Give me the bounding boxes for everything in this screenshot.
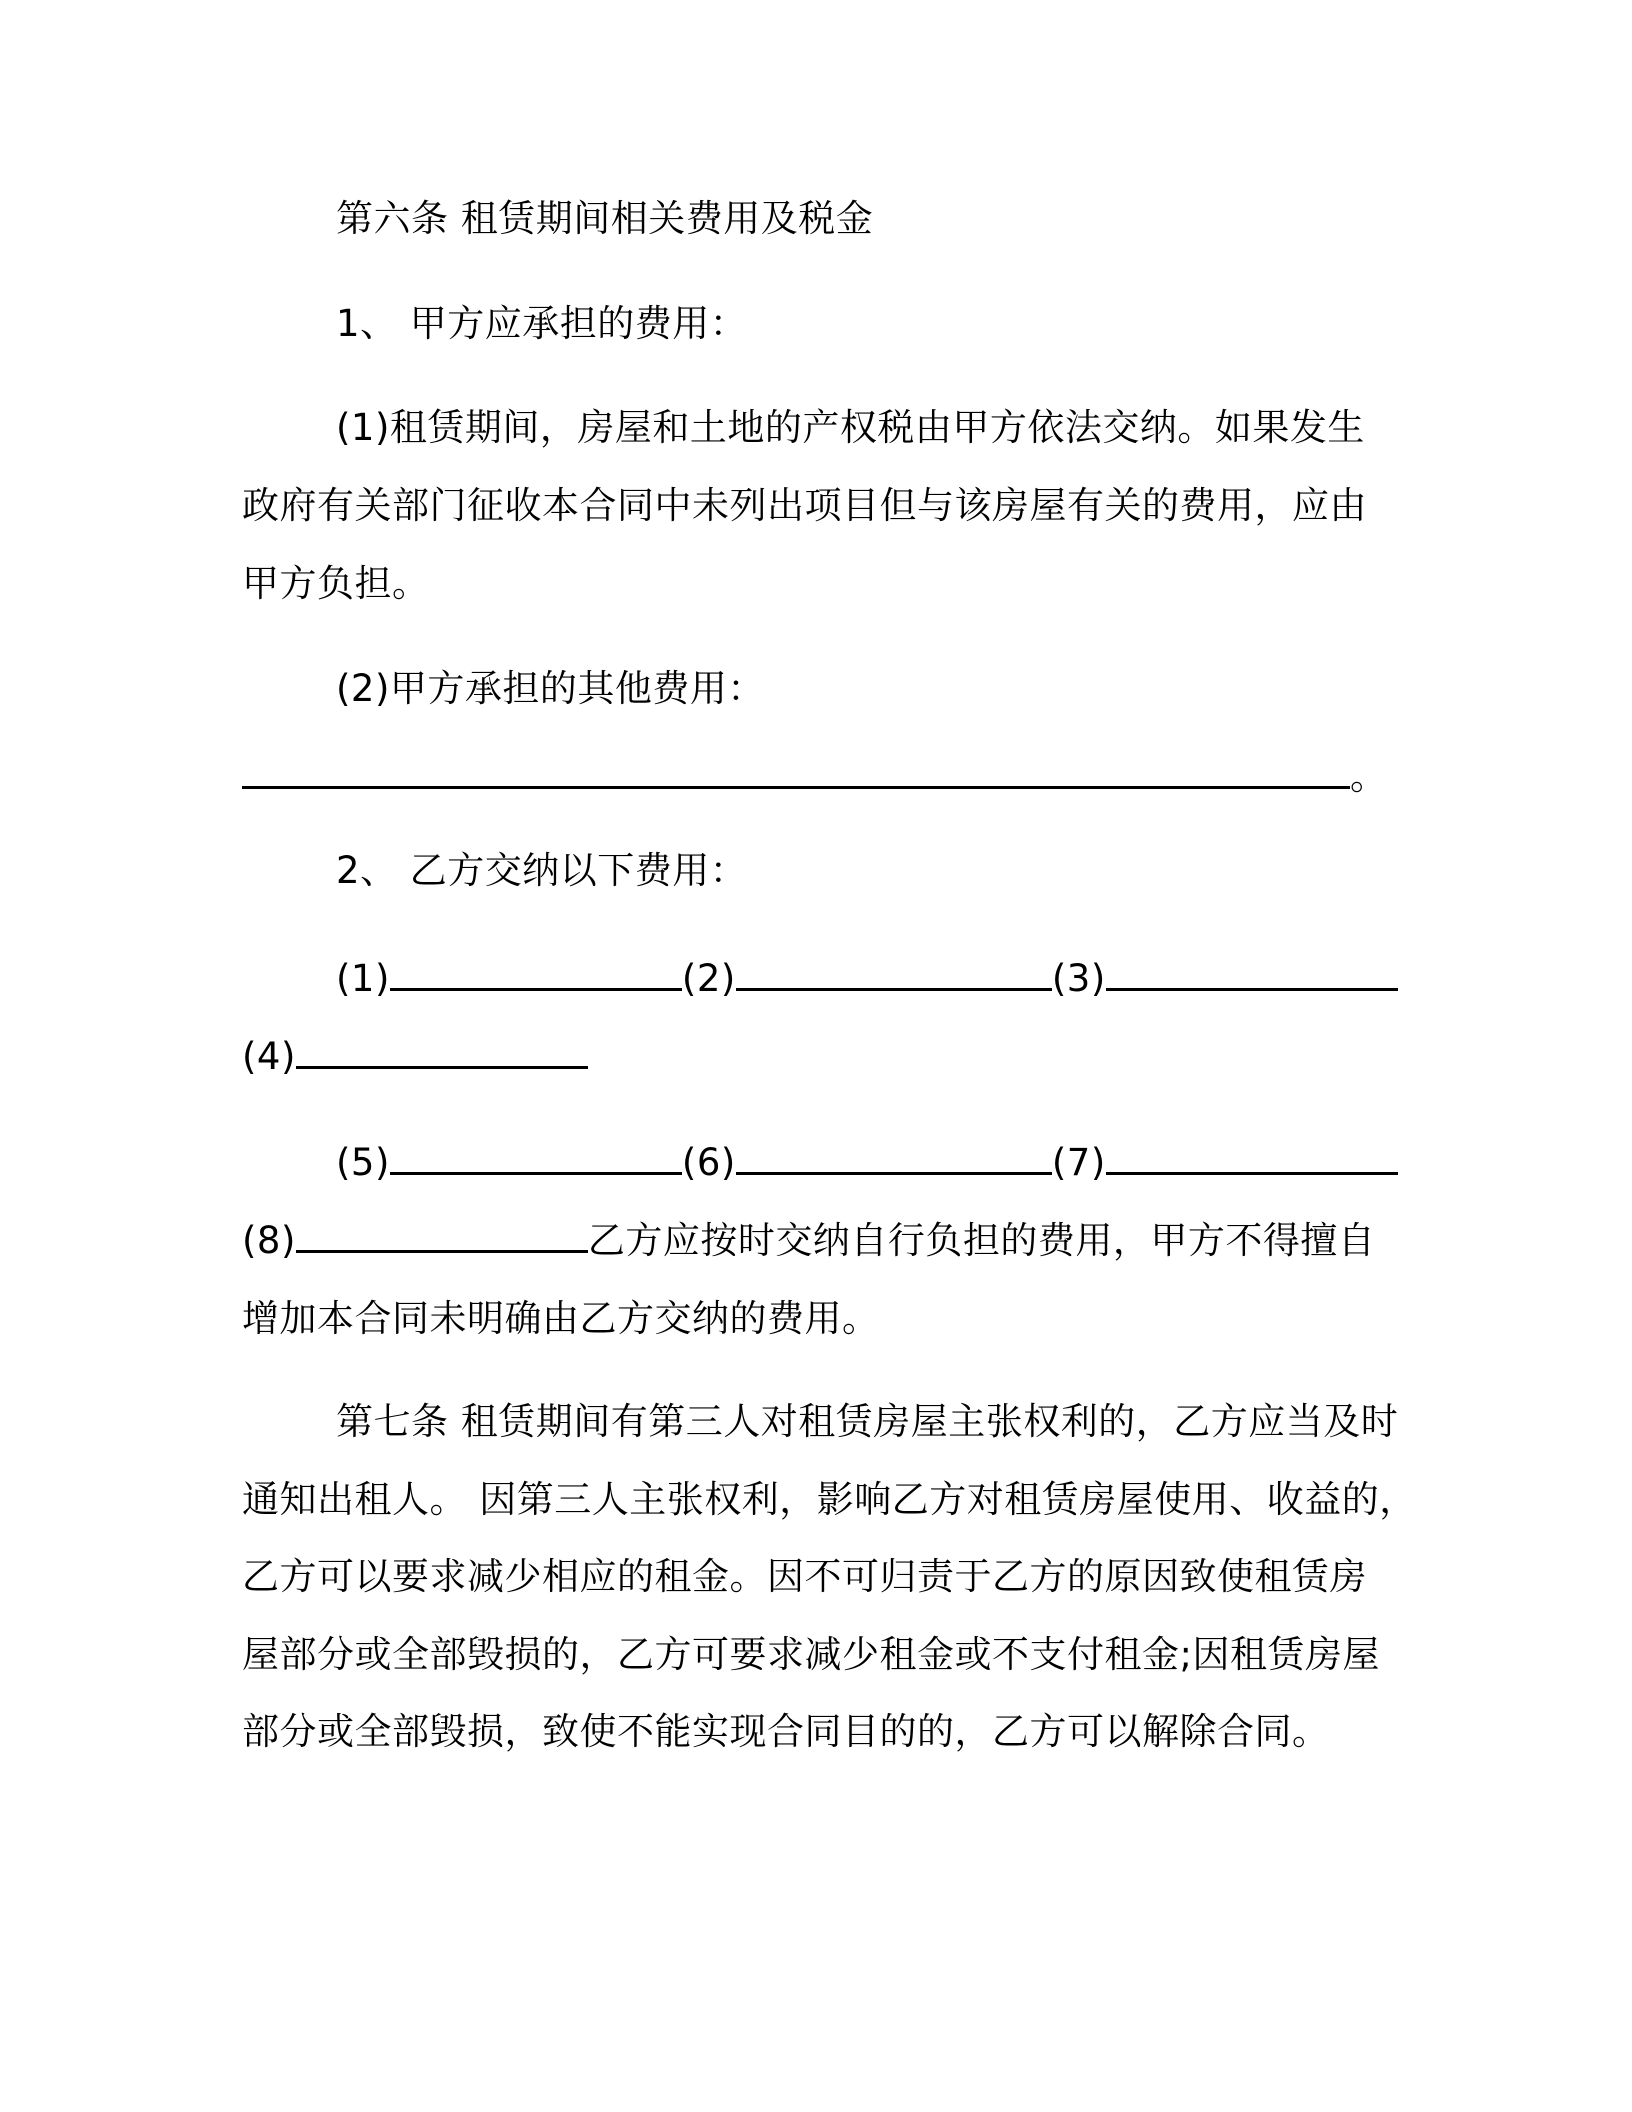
section-2-tail-text: 乙方应按时交纳自行负担的费用，甲方不得擅自 [587, 1219, 1376, 1262]
fee-field-5-label: (5) [336, 1141, 390, 1184]
fee-field-8-blank[interactable] [296, 1220, 588, 1253]
fee-field-8-label: (8) [242, 1219, 296, 1262]
fee-field-1-blank[interactable] [390, 958, 682, 991]
section-1-item-1-line-1: (1)租赁期间，房屋和土地的产权税由甲方依法交纳。如果发生 [336, 406, 1365, 449]
other-fees-blank-suffix: 。 [1350, 755, 1388, 798]
fee-field-5-blank[interactable] [390, 1142, 682, 1175]
article-7-line-1: 第七条 租赁期间有第三人对租赁房屋主张权利的，乙方应当及时 [336, 1400, 1399, 1443]
section-2-heading: 2、 乙方交纳以下费用： [336, 849, 748, 892]
fee-field-7-blank[interactable] [1106, 1142, 1398, 1175]
section-1-item-1-line-2: 政府有关部门征收本合同中未列出项目但与该房屋有关的费用，应由 [242, 484, 1367, 527]
fee-field-3-blank[interactable] [1106, 958, 1398, 991]
article-6-title: 第六条 租赁期间相关费用及税金 [336, 197, 874, 240]
article-7-line-2: 通知出租人。 因第三人主张权利，影响乙方对租赁房屋使用、收益的， [242, 1478, 1417, 1521]
article-7-line-5: 部分或全部毁损，致使不能实现合同目的的，乙方可以解除合同。 [242, 1710, 1330, 1753]
fee-field-1-label: (1) [336, 957, 390, 1000]
fee-fields-row-2 [242, 1032, 588, 1082]
section-2-closing-line: 增加本合同未明确由乙方交纳的费用。 [242, 1297, 880, 1340]
fee-field-2-blank[interactable] [736, 958, 1052, 991]
section-1-heading: 1、 甲方应承担的费用： [336, 302, 748, 345]
article-7-line-3: 乙方可以要求减少相应的租金。因不可归责于乙方的原因致使租赁房 [242, 1555, 1367, 1598]
section-1-item-2-label: (2)甲方承担的其他费用： [336, 667, 765, 710]
fee-fields-row-4 [242, 1216, 1375, 1266]
fee-field-4-blank[interactable] [296, 1036, 588, 1069]
fee-fields-row-3 [336, 1138, 1398, 1188]
other-fees-blank-row [242, 752, 1388, 802]
fee-fields-row-1 [336, 954, 1398, 1004]
fee-field-2-label: (2) [681, 957, 736, 1000]
fee-field-7-label: (7) [1051, 1141, 1106, 1184]
article-7-line-4: 屋部分或全部毁损的，乙方可要求减少租金或不支付租金;因租赁房屋 [242, 1633, 1380, 1676]
section-1-item-1-line-3: 甲方负担。 [242, 562, 430, 605]
fee-field-6-blank[interactable] [736, 1142, 1052, 1175]
fee-field-4-label: (4) [242, 1035, 296, 1078]
other-fees-blank-field[interactable] [242, 756, 1350, 789]
fee-field-6-label: (6) [681, 1141, 736, 1184]
fee-field-3-label: (3) [1051, 957, 1106, 1000]
